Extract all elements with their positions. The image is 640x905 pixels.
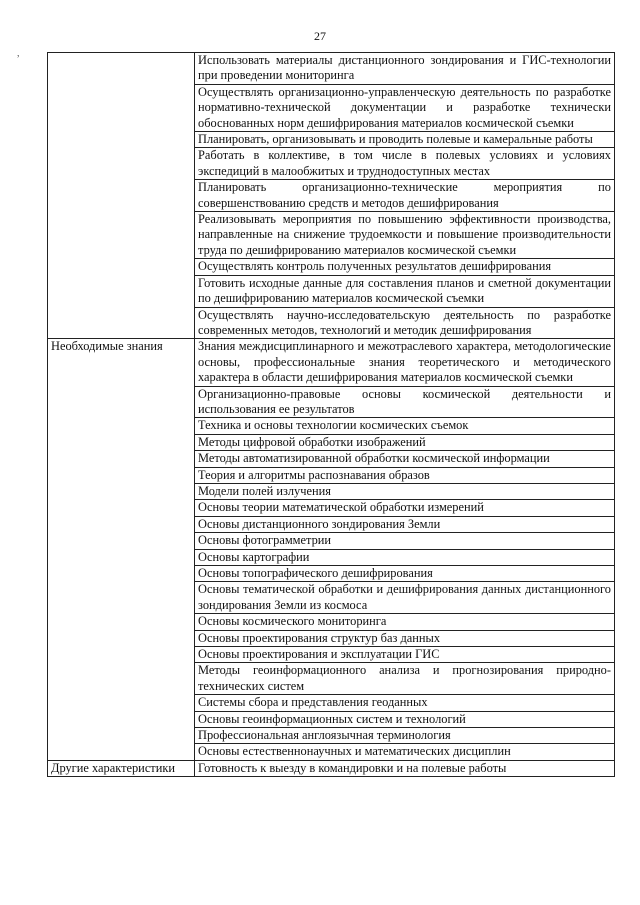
- item-cell: Основы космического мониторинга: [195, 614, 615, 630]
- item-cell: Основы естественнонаучных и математических дисциплин: [195, 744, 615, 760]
- section-label-cell: [48, 339, 195, 761]
- item-cell: Профессиональная англоязычная терминология: [195, 728, 615, 744]
- item-cell: Модели полей излучения: [195, 483, 615, 499]
- table-row: [48, 53, 615, 85]
- competency-table: [47, 52, 615, 777]
- item-cell: Методы геоинформационного анализа и прогнозирования природно-технических систем: [195, 663, 615, 695]
- item-cell: Организационно-правовые основы космической деятельности и использования ее результатов: [195, 386, 615, 418]
- item-cell: Методы автоматизированной обработки космической информации: [195, 451, 615, 467]
- item-cell: Основы тематической обработки и дешифрирования данных дистанционного зондирования Земли из космоса: [195, 582, 615, 614]
- item-cell: Основы проектирования и эксплуатации ГИС: [195, 647, 615, 663]
- item-cell: Планировать, организовывать и проводить полевые и камеральные работы: [195, 132, 615, 148]
- item-cell: Работать в коллективе, в том числе в полевых условиях и условиях экспедиций в малообжитых и труднодоступных местах: [195, 148, 615, 180]
- section-label-cell: [48, 760, 195, 776]
- item-cell: Основы топографического дешифрирования: [195, 566, 615, 582]
- table-row: [48, 339, 615, 386]
- section-label-cell: [48, 53, 195, 339]
- item-cell: Методы цифровой обработки изображений: [195, 434, 615, 450]
- item-cell: Основы теории математической обработки измерений: [195, 500, 615, 516]
- item-cell: Реализовывать мероприятия по повышению эффективности производства, направленные на снижение трудоемкости и повышение производительности труда по дешифрированию материалов космической съемки: [195, 212, 615, 259]
- item-cell: Системы сбора и представления геоданных: [195, 695, 615, 711]
- table-body: [48, 53, 615, 777]
- section-label: Необходимые знания: [51, 339, 163, 354]
- margin-mark: ,: [17, 48, 20, 59]
- item-cell: Основы фотограмметрии: [195, 533, 615, 549]
- item-cell: Теория и алгоритмы распознавания образов: [195, 467, 615, 483]
- item-cell: Основы картографии: [195, 549, 615, 565]
- section-label: Другие характеристики: [51, 760, 176, 775]
- item-cell: Готовить исходные данные для составления планов и сметной документации по дешифрированию материалов космической съемки: [195, 275, 615, 307]
- item-cell: Осуществлять организационно-управленческую деятельность по разработке нормативно-технической документации и разработке технически обоснованных норм дешифрирования материалов космической съемки: [195, 84, 615, 131]
- item-cell: Основы дистанционного зондирования Земли: [195, 516, 615, 532]
- table-row: [48, 760, 615, 776]
- item-cell: Основы геоинформационных систем и технологий: [195, 711, 615, 727]
- item-cell: Техника и основы технологии космических съемок: [195, 418, 615, 434]
- item-cell: Знания междисциплинарного и межотраслевого характера, методологические основы, профессиональные знания теоретического и методического характера в области дешифрирования материалов космической съемки: [195, 339, 615, 386]
- item-cell: Использовать материалы дистанционного зондирования и ГИС-технологии при проведении мониторинга: [195, 53, 615, 85]
- item-cell: Планировать организационно-технические мероприятия по совершенствованию средств и методов дешифрирования: [195, 180, 615, 212]
- page-number: 27: [314, 29, 326, 43]
- item-cell: Основы проектирования структур баз данных: [195, 630, 615, 646]
- item-cell: Осуществлять контроль полученных результатов дешифрирования: [195, 259, 615, 275]
- item-cell: Готовность к выезду в командировки и на полевые работы: [195, 760, 615, 776]
- item-cell: Осуществлять научно-исследовательскую деятельность по разработке современных методов, технологий и методик дешифрирования: [195, 307, 615, 339]
